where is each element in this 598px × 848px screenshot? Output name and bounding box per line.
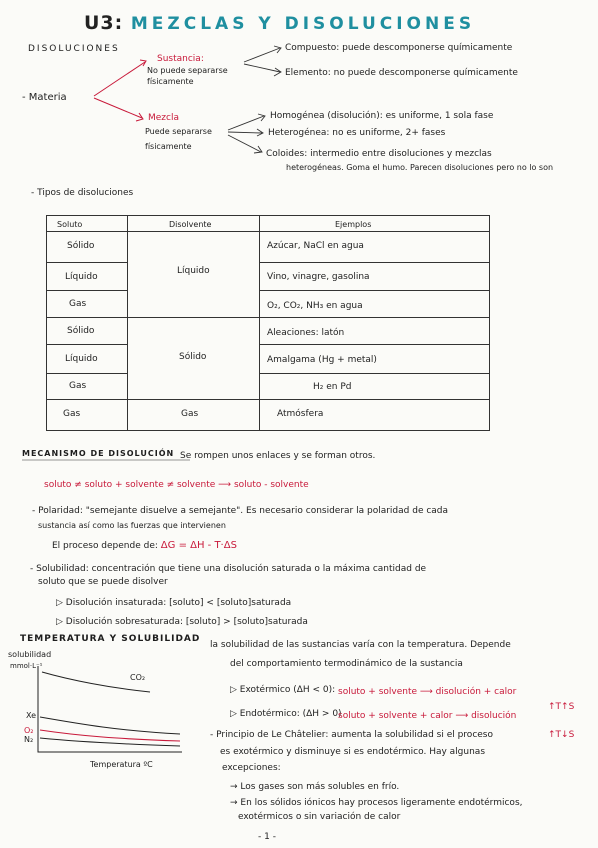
disolvente-cell: Sólido bbox=[179, 352, 207, 362]
curve-label-xe: Xe bbox=[26, 711, 37, 720]
exotermico-arrows: ↑T↑S bbox=[548, 702, 575, 712]
ejemplo-cell: H₂ en Pd bbox=[313, 382, 352, 392]
heterogenea-item: Heterogénea: no es uniforme, 2+ fases bbox=[268, 128, 446, 138]
ejemplo-cell: Aleaciones: latón bbox=[267, 328, 345, 338]
header-ejemplos: Ejemplos bbox=[335, 220, 372, 229]
disolvente-cell: Líquido bbox=[177, 266, 210, 276]
page-number: - 1 - bbox=[258, 832, 276, 842]
chatelier-bullet-1: → Los gases son más solubles en frío. bbox=[230, 782, 400, 792]
chatelier-line-3: excepciones: bbox=[222, 763, 281, 773]
graph-axes bbox=[38, 666, 182, 752]
homogenea-item: Homogénea (disolución): es uniforme, 1 sola fase bbox=[270, 111, 494, 121]
soluto-cell: Sólido bbox=[67, 326, 95, 336]
unit-number: U3: bbox=[84, 12, 124, 34]
ejemplo-cell: Azúcar, NaCl en agua bbox=[267, 241, 364, 251]
sobresaturada-item: ▷ Disolución sobresaturada: [soluto] > [soluto]saturada bbox=[56, 617, 308, 627]
coloides-desc: heterogéneas. Goma el humo. Parecen disoluciones pero no lo son bbox=[286, 163, 554, 172]
graph-ylabel-units: mmol·L⁻¹ bbox=[10, 662, 43, 670]
curve-xe bbox=[40, 717, 180, 734]
chatelier-bullet-3: exotérmicos o sin variación de calor bbox=[238, 812, 401, 822]
coloides-item: Coloides: intermedio entre disoluciones y mezclas bbox=[266, 149, 492, 159]
elemento-item: Elemento: no puede descomponerse químicamente bbox=[285, 68, 518, 78]
mecanismo-heading: MECANISMO DE DISOLUCIÓN bbox=[22, 449, 175, 458]
header-soluto: Soluto bbox=[57, 220, 83, 229]
gibbs-formula: ΔG = ΔH - T·ΔS bbox=[160, 540, 237, 551]
endotermico-label: ▷ Endotérmico: (ΔH > 0) bbox=[230, 709, 342, 719]
header-disolvente: Disolvente bbox=[169, 220, 212, 229]
soluto-cell: Gas bbox=[69, 381, 87, 391]
solubilidad-line-1: - Solubilidad: concentración que tiene una disolución saturada o la máxima cantidad de bbox=[30, 564, 427, 574]
soluto-cell: Gas bbox=[63, 409, 81, 419]
tipos-title: - Tipos de disoluciones bbox=[31, 188, 134, 198]
soluto-cell: Líquido bbox=[65, 272, 98, 282]
mezcla-desc-1: Puede separarse bbox=[145, 127, 212, 136]
soluto-cell: Sólido bbox=[67, 241, 95, 251]
mecanismo-text: Se rompen unos enlaces y se forman otros. bbox=[180, 451, 376, 461]
mezcla-desc-2: físicamente bbox=[145, 142, 192, 151]
sustancia-desc-1: No puede separarse bbox=[147, 66, 228, 75]
chatelier-line-2: es exotérmico y disminuye si es endotérmico. Hay algunas bbox=[220, 747, 486, 757]
curve-n2 bbox=[40, 738, 180, 746]
insaturada-item: ▷ Disolución insaturada: [soluto] < [soluto]saturada bbox=[56, 598, 292, 608]
soluto-cell: Líquido bbox=[65, 354, 98, 364]
temperatura-line-2: del comportamiento termodinámico de la sustancia bbox=[230, 659, 463, 669]
polaridad-line-1: - Polaridad: "semejante disuelve a semejante". Es necesario considerar la polaridad de cada bbox=[32, 506, 449, 516]
solubilidad-line-2: soluto que se puede disolver bbox=[38, 577, 168, 587]
sustancia-label: Sustancia: bbox=[157, 54, 204, 64]
ejemplo-cell: Vino, vinagre, gasolina bbox=[267, 272, 370, 282]
curve-o2 bbox=[40, 730, 180, 741]
graph-ylabel: solubilidad bbox=[8, 650, 52, 659]
polaridad-depends-label: El proceso depende de: bbox=[52, 541, 158, 551]
disolvente-cell: Gas bbox=[181, 409, 199, 419]
mezcla-label: Mezcla bbox=[148, 113, 179, 123]
sustancia-desc-2: físicamente bbox=[147, 77, 194, 86]
endotermico-equation: soluto + solvente + calor ⟶ disolución bbox=[338, 711, 517, 721]
compuesto-item: Compuesto: puede descomponerse químicamente bbox=[285, 43, 513, 53]
mecanismo-equation: soluto ≠ soluto + solvente ≠ solvente ⟶ soluto - solvente bbox=[44, 480, 309, 490]
ejemplo-cell: O₂, CO₂, NH₃ en agua bbox=[267, 301, 363, 311]
section-disoluciones: DISOLUCIONES bbox=[28, 44, 120, 54]
graph-xlabel: Temperatura ºC bbox=[90, 760, 153, 769]
temperatura-line-1: la solubilidad de las sustancias varía con la temperatura. Depende bbox=[210, 640, 511, 650]
chatelier-line-1: - Principio de Le Châtelier: aumenta la solubilidad si el proceso bbox=[210, 730, 493, 740]
exotermico-equation: soluto + solvente ⟶ disolución + calor bbox=[338, 687, 517, 697]
ejemplo-cell: Amalgama (Hg + metal) bbox=[267, 355, 377, 365]
temperatura-heading: TEMPERATURA Y SOLUBILIDAD bbox=[20, 634, 201, 644]
soluto-cell: Gas bbox=[69, 299, 87, 309]
exotermico-label: ▷ Exotérmico (ΔH < 0): bbox=[230, 685, 336, 695]
unit-title: MEZCLAS Y DISOLUCIONES bbox=[130, 14, 476, 34]
chatelier-bullet-2: → En los sólidos iónicos hay procesos ligeramente endotérmicos, bbox=[230, 798, 523, 808]
materia-label: - Materia bbox=[22, 92, 67, 103]
ejemplo-cell: Atmósfera bbox=[277, 409, 324, 419]
curve-co2 bbox=[42, 672, 150, 692]
endotermico-arrows: ↑T↓S bbox=[548, 730, 575, 740]
curve-label-n2: N₂ bbox=[24, 735, 34, 744]
polaridad-line-2: sustancia así como las fuerzas que intervienen bbox=[38, 521, 226, 530]
curve-label-o2: O₂ bbox=[24, 726, 34, 735]
curve-label-co2: CO₂ bbox=[130, 673, 146, 682]
